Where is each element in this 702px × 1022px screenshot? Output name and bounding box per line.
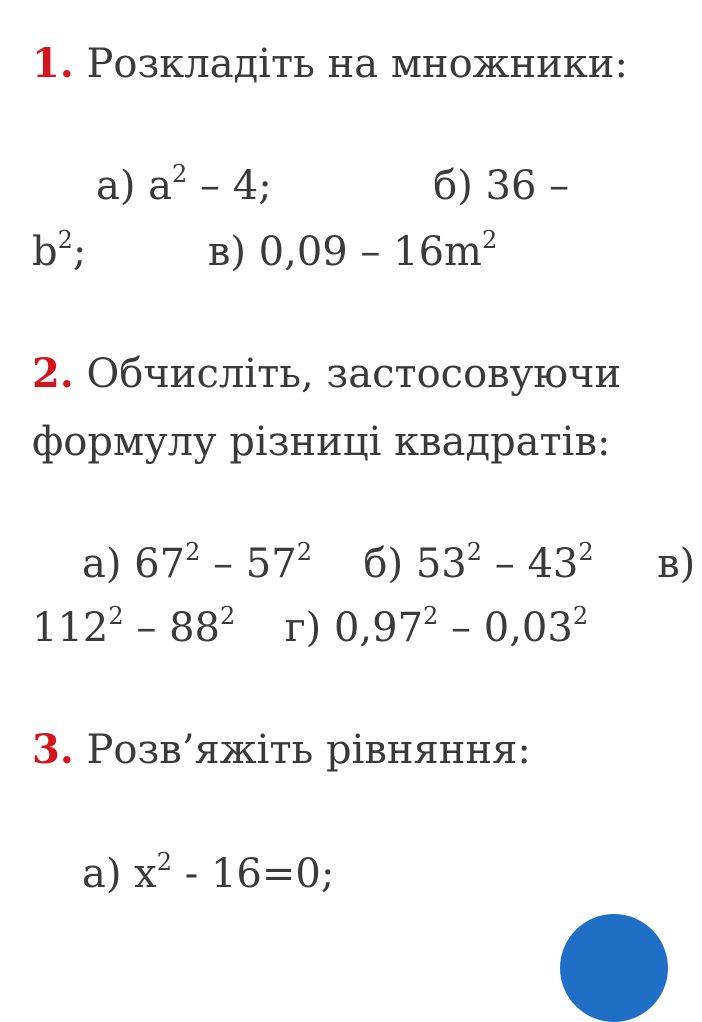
task2-a-label: а): [82, 541, 122, 587]
task3-a-expr: $x^2 - 16=0$;: [134, 848, 335, 897]
task1-items-line2: [32, 228, 497, 281]
task1-heading: [32, 40, 628, 88]
task1-b-expr-part2: $b^2$;: [32, 226, 87, 275]
task2-c-expr: $112^2 - 88^2$: [32, 602, 236, 651]
task2-a-expr: $67^2 - 57^2$: [134, 538, 312, 587]
task2-c-label: в): [657, 541, 696, 587]
task1-b-label: б): [433, 163, 473, 209]
task2-heading: [32, 350, 621, 398]
task1-b-expr-part1: 36 –: [485, 163, 570, 209]
task2-title-line1: Обчисліть, застосовуючи: [86, 351, 622, 397]
task1-title: Розкладіть на множники:: [86, 41, 628, 87]
task1-c-expr: $0,09 - 16m^2$: [258, 226, 498, 275]
task1-a-expr: $a^2 - 4$;: [148, 160, 272, 209]
task3-title: Розв’яжіть рівняння:: [86, 727, 531, 773]
task2-number: 2.: [32, 350, 74, 397]
task3-number: 3.: [32, 726, 74, 773]
task1-items-line1: [96, 162, 569, 215]
task3-a-label: а): [82, 851, 122, 897]
task1-c-label: в): [207, 229, 246, 275]
task2-title-line2: формулу різниці квадратів:: [32, 419, 611, 465]
task2-d-label: г): [284, 605, 322, 651]
task2-b-expr: $53^2 - 43^2$: [415, 538, 594, 587]
task2-d-expr: 0,97$^2$ – 0,03$^2$: [333, 602, 589, 651]
task2-items-line1: [82, 540, 695, 593]
task3-heading: [32, 726, 531, 774]
task1-a-label: а): [96, 163, 136, 209]
task2-items-line2: [32, 604, 588, 657]
task1-number: 1.: [32, 40, 74, 87]
task2-b-label: б): [363, 541, 404, 587]
task3-items-line1: [82, 850, 334, 903]
floating-action-button[interactable]: [560, 914, 668, 1022]
